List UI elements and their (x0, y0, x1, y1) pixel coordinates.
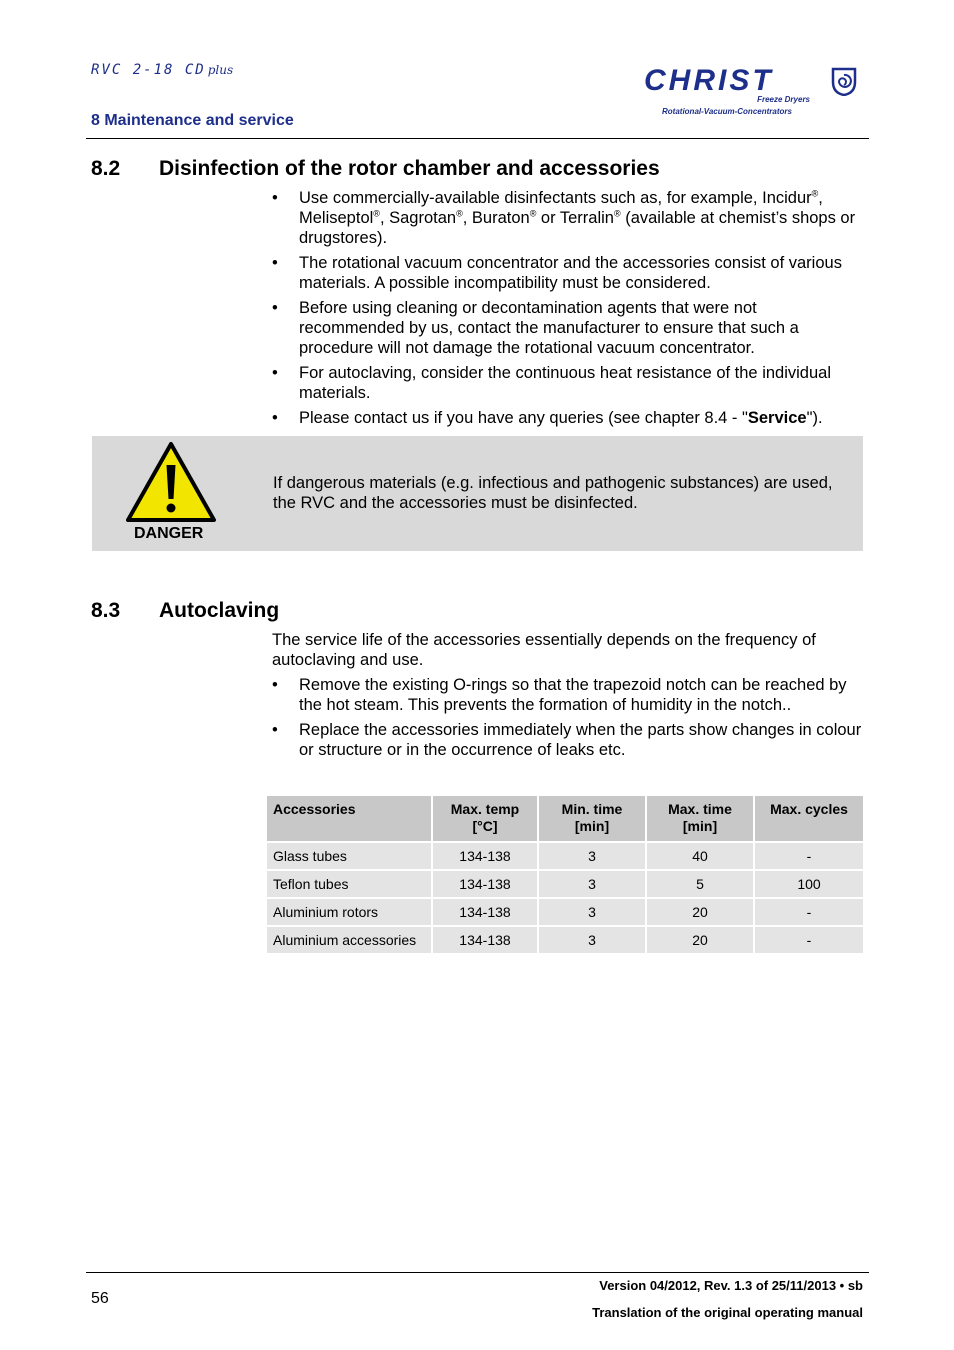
table-cell: 134-138 (433, 927, 537, 953)
column-header-min-time: Min. time [min] (539, 796, 645, 841)
chapter-header: 8 Maintenance and service (91, 112, 294, 129)
table-header-row (267, 796, 863, 841)
footer-translation-note: Translation of the original operating manual (592, 1305, 863, 1320)
table-cell: Aluminium rotors (267, 899, 431, 925)
warning-triangle-icon (125, 441, 217, 523)
section-number: 8.2 (91, 157, 121, 180)
list-item: • Use commercially-available disinfectants such as, for example, Incidur®, Meliseptol®, Sagrotan®, Buraton® or Terralin® (available at chemist’s shops or drugstores). (272, 188, 864, 248)
table-cell: 134-138 (433, 899, 537, 925)
table-row (267, 871, 863, 897)
logo-brand: CHRIST (644, 64, 774, 97)
column-header-max-cycles: Max. cycles (755, 796, 863, 841)
table-cell: Glass tubes (267, 843, 431, 869)
column-header-max-time: Max. time [min] (647, 796, 753, 841)
table-cell: 20 (647, 927, 753, 953)
table-row (267, 927, 863, 953)
table-cell: 134-138 (433, 871, 537, 897)
table-cell: - (755, 927, 863, 953)
danger-label: DANGER (134, 525, 204, 542)
column-header-accessories: Accessories (267, 796, 431, 841)
logo-tagline-freeze-dryers: Freeze Dryers (757, 95, 810, 104)
section-title: Disinfection of the rotor chamber and accessories (159, 157, 660, 180)
table-cell: 3 (539, 899, 645, 925)
autoclaving-intro: The service life of the accessories essentially depends on the frequency of autoclaving and use. (272, 631, 816, 669)
table-cell: - (755, 843, 863, 869)
table-row (267, 843, 863, 869)
table-cell: 5 (647, 871, 753, 897)
danger-notice (92, 436, 863, 551)
logo-tagline-rvc: Rotational-Vacuum-Concentrators (662, 107, 792, 116)
header-rule (86, 138, 869, 139)
footer-rule (86, 1272, 869, 1273)
section-title: Autoclaving (159, 599, 280, 622)
table-cell: 3 (539, 843, 645, 869)
list-item: • Remove the existing O-rings so that the trapezoid notch can be reached by the hot steam. This prevents the formation of humidity in the notch.. (272, 675, 864, 715)
list-item: • Please contact us if you have any queries (see chapter 8.4 - "Service"). (272, 408, 864, 428)
autoclaving-bullet-list (272, 675, 864, 765)
table-row (267, 899, 863, 925)
table-cell: 134-138 (433, 843, 537, 869)
table-cell: 40 (647, 843, 753, 869)
list-item: • The rotational vacuum concentrator and the accessories consist of various materials. A possible incompatibility must be considered. (272, 253, 864, 293)
service-reference: Service (747, 409, 807, 427)
table-cell: 100 (755, 871, 863, 897)
model-name: RVC 2-18 CD (91, 62, 206, 78)
disinfection-bullet-list (272, 188, 864, 433)
model-title (91, 62, 233, 78)
list-item: • Before using cleaning or decontamination agents that were not recommended by us, contact the manufacturer to ensure that such a procedure will not damage the rotational vacuum concentrator. (272, 298, 864, 358)
table-cell: 3 (539, 871, 645, 897)
table-cell: 20 (647, 899, 753, 925)
table-cell: Aluminium accessories (267, 927, 431, 953)
page-number: 56 (91, 1290, 109, 1307)
model-suffix: plus (207, 63, 234, 77)
footer-version: Version 04/2012, Rev. 1.3 of 25/11/2013 • sb (599, 1278, 863, 1293)
table-cell: Teflon tubes (267, 871, 431, 897)
autoclaving-table (265, 794, 865, 955)
section-number: 8.3 (91, 599, 121, 622)
list-item: • Replace the accessories immediately when the parts show changes in colour or structure or in the occurrence of leaks etc. (272, 720, 864, 760)
christ-logo (644, 64, 866, 120)
table-cell: - (755, 899, 863, 925)
danger-text: If dangerous materials (e.g. infectious and pathogenic substances) are used, the RVC and the accessories must be disinfected. (273, 474, 833, 512)
logo-emblem-icon (830, 66, 858, 96)
table-cell: 3 (539, 927, 645, 953)
list-item: • For autoclaving, consider the continuous heat resistance of the individual materials. (272, 363, 864, 403)
column-header-max-temp: Max. temp [°C] (433, 796, 537, 841)
